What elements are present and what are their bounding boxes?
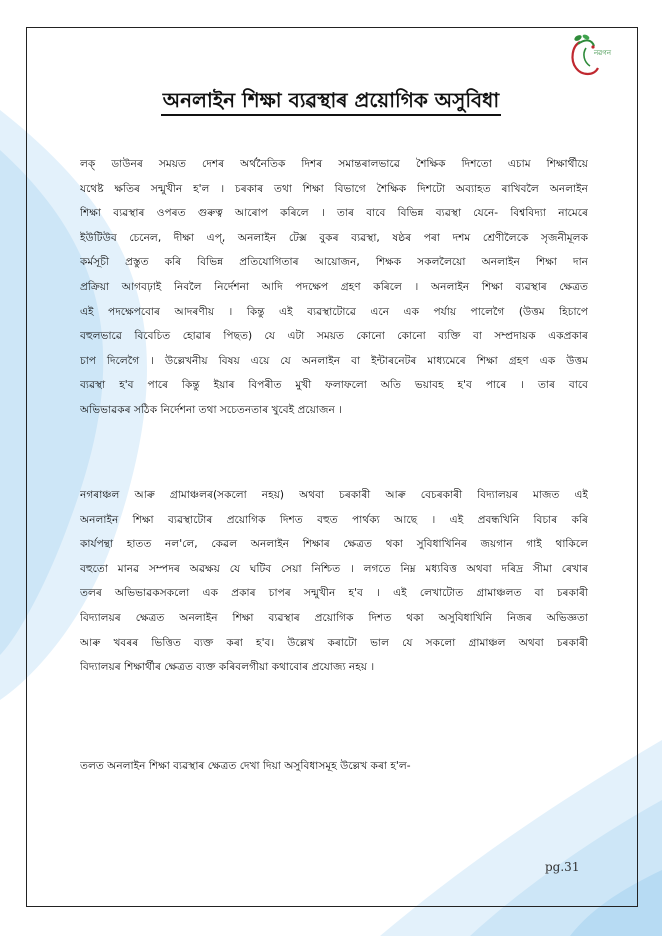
- paragraph-3: [80, 754, 588, 779]
- text-line: বিদ্যালয়ৰ শিক্ষাৰ্থীৰ ক্ষেত্ৰত ব্যক্ত কৰিবলগীয়া কথাবোৰ প্ৰযোজ্য নহয় ।: [80, 661, 375, 674]
- text-line: এই পদক্ষেপবোৰ আদৰণীয় । কিন্তু এই ব্যৱস্থাটোৱে এনে এক পৰ্যায় পালেগৈ (উত্তম হিচাপে: [80, 305, 588, 318]
- logo-text: নৱগন: [594, 49, 612, 57]
- text-line: যথেষ্ট ক্ষতিৰ সন্মুখীন হ'ল । চৰকাৰ তথা শিক্ষা বিভাগে শৈক্ষিক দিশটো অব্যাহত ৰাখিবলৈ অনলাইন: [80, 182, 588, 195]
- text-line: চাপ দিলেগৈ । উল্লেখনীয় বিষয় এয়ে যে অনলাইন বা ইন্টাৰনেটৰ মাধ্যমেৰে শিক্ষা গ্ৰহণ এক উত্তম: [80, 354, 588, 367]
- text-line: অনলাইন শিক্ষা ব্যৱস্থাটোৰ প্ৰয়োগিক দিশত বহুত পাৰ্থক্য আছে । এই প্ৰবন্ধখিনি বিচাৰ কৰি: [80, 513, 588, 526]
- text-line: ইউটিউব চেনেল, দীক্ষা এপ্, অনলাইন টেক্স বুকৰ ব্যৱস্থা, ষষ্ঠৰ পৰা দশম শ্ৰেণীলৈকে সৃজনীমূলক: [80, 231, 588, 244]
- text-line: বহুলভাৱে বিবেচিত হোৱাৰ পিছত) যে এটা সময়ত কোনো কোনো ব্যক্তি বা সম্প্ৰদায়ক একপ্ৰকাৰ: [80, 330, 588, 343]
- text-line: তলত অনলাইন শিক্ষা ব্যৱস্থাৰ ক্ষেত্ৰত দেখা দিয়া অসুবিধাসমূহ উল্লেখ কৰা হ'ল-: [80, 760, 411, 772]
- text-line: ব্যৱস্থা হ'ব পাৰে কিন্তু ইয়াৰ বিপৰীত মুখী ফলাফলো অতি ভয়াবহ হ'ব পাৰে । তাৰ বাবে: [80, 379, 588, 392]
- text-line: লক্ ডাউনৰ সময়ত দেশৰ অৰ্থনৈতিক দিশৰ সমান্তৰালভাৱে শৈক্ষিক দিশতো এচাম শিক্ষাৰ্থীয়ে: [80, 158, 588, 170]
- magazine-logo-icon: [566, 32, 630, 88]
- text-line: শিক্ষা ব্যৱস্থাৰ ওপৰত গুৰুত্ব আৰোপ কৰিলে । তাৰ বাবে বিভিন্ন ব্যৱস্থা যেনে- বিশ্ববিদ্যা নামেৰে: [80, 207, 588, 220]
- text-line: প্ৰক্ৰিয়া আগবঢ়াই নিবলৈ নিৰ্দেশনা আদি পদক্ষেপ গ্ৰহণ কৰিলে । অনলাইন শিক্ষা ব্যৱস্থাৰ ক্ষেত্ৰত: [80, 280, 588, 293]
- text-line: বহুতো মানৱ সম্পদৰ অৱক্ষয় যে ঘটিব সেয়া নিশ্চিত । লগতে নিম্ন মধ্যবিত্ত অথবা দৰিদ্ৰ সীমা ৰেখাৰ: [80, 562, 588, 575]
- paragraph-2: [80, 483, 588, 680]
- text-line: কৰ্মসূচী প্ৰস্তুত কৰি বিভিন্ন প্ৰতিযোগিতাৰ আয়োজন, শিক্ষক সকললৈয়ো অনলাইন শিক্ষা দান: [80, 256, 588, 269]
- text-line: বিদ্যালয়ৰ ক্ষেত্ৰত অনলাইন শিক্ষা ব্যৱস্থাৰ প্ৰয়োগিক দিশত থকা অসুবিধাখিনি নিজৰ অভিজ্ঞতা: [80, 611, 588, 624]
- text-line: আৰু খবৰৰ ভিত্তিত ব্যক্ত কৰা হ'ব। উল্লেখ কৰাটো ভাল যে সকলো গ্ৰামাঞ্চল অথবা চৰকাৰী: [80, 636, 588, 649]
- text-line: অভিভাৱকৰ সঠিক নিৰ্দেশনা তথা সচেতনতাৰ খুবেই প্ৰয়োজন ।: [80, 403, 342, 416]
- paragraph-1: [80, 152, 588, 423]
- text-line: তলৰ অভিভাৱকসকলো এক প্ৰকাৰ চাপৰ সন্মুখীন হ'ব । এই লেখাটোত গ্ৰামাঞ্চলত বা চৰকাৰী: [80, 587, 588, 600]
- page-number: pg.31: [545, 860, 580, 874]
- text-line: কাৰ্যপন্থা হাতত নল'লে, কেৱল অনলাইন শিক্ষাৰ ক্ষেত্ৰত থকা সুবিধাখিনিৰ জয়গান গাই থাকিলে: [80, 538, 588, 551]
- text-line: নগৰাঞ্চল আৰু গ্ৰামাঞ্চলৰ(সকলো নহয়) অথবা চৰকাৰী আৰু বেচৰকাৰী বিদ্যালয়ৰ মাজত এই: [80, 489, 588, 501]
- article-title: অনলাইন শিক্ষা ব্যৱস্থাৰ প্ৰয়োগিক অসুবিধা: [0, 86, 662, 119]
